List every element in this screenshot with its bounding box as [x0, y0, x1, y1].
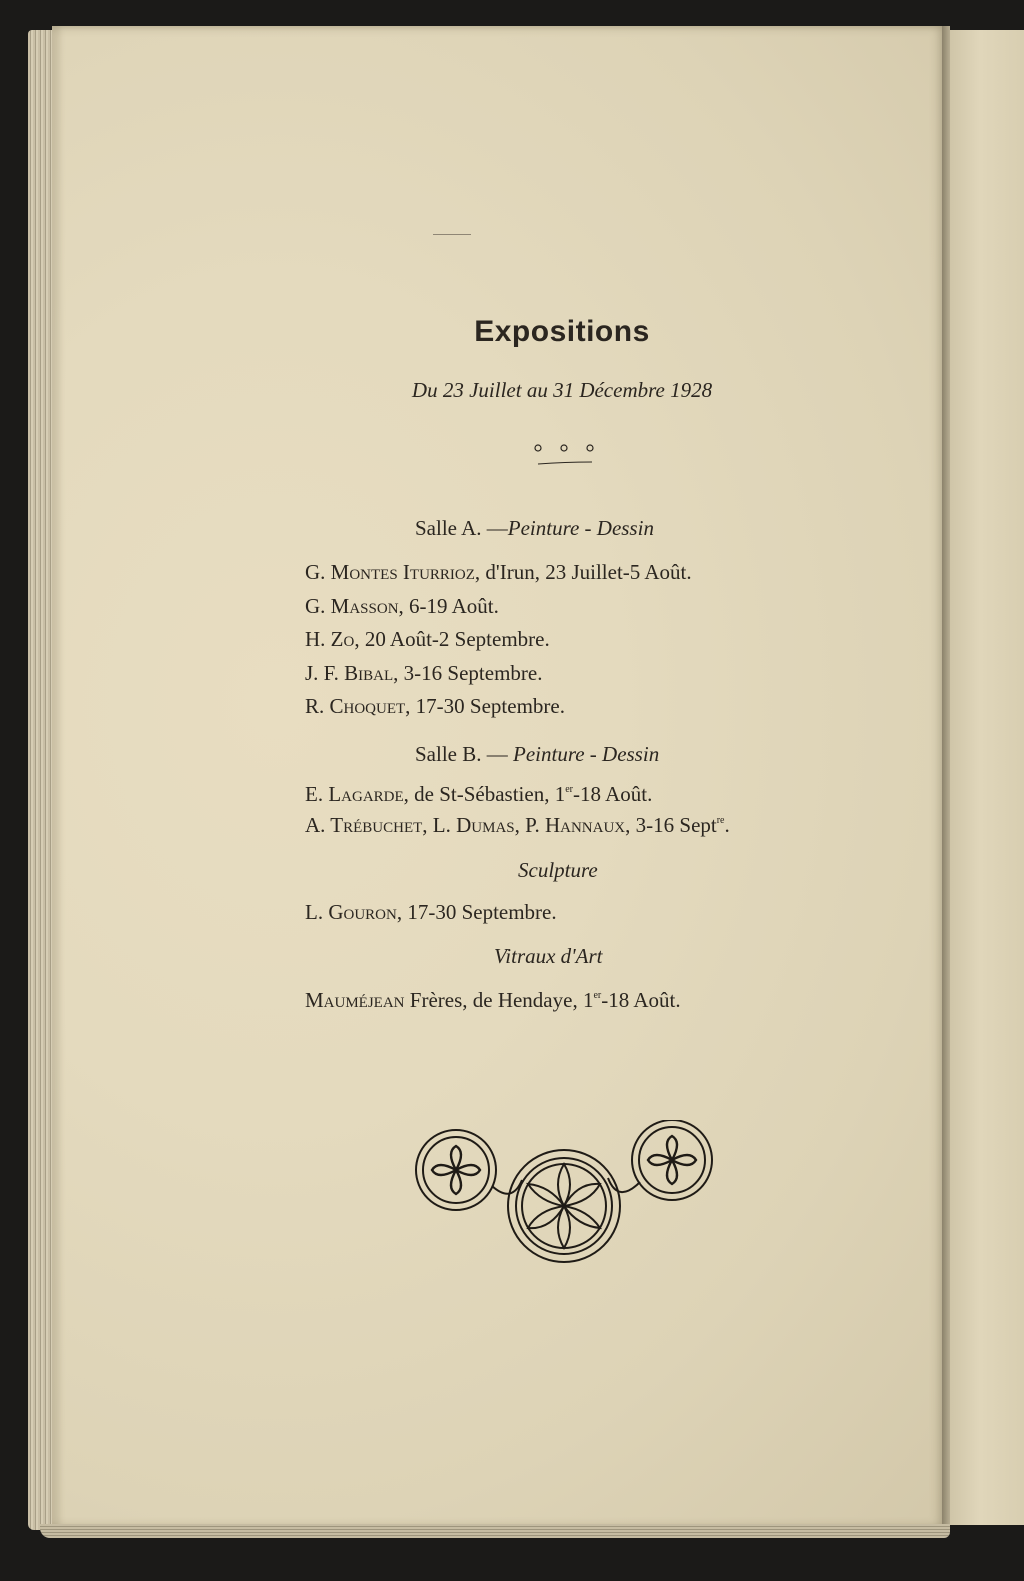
- entry-details-end: -18 Août.: [573, 782, 653, 806]
- entry-details: Frères, de Hendaye, 1: [404, 988, 594, 1012]
- salle-a-entry-3: [305, 627, 550, 652]
- artist-name: L. Gouron: [305, 900, 397, 924]
- vitraux-entry: [305, 988, 681, 1013]
- salle-b-category: Peinture - Dessin: [513, 742, 660, 766]
- sculpture-heading: Sculpture: [518, 858, 598, 882]
- basque-ornament-icon: [412, 1120, 716, 1266]
- artist-name: G. Montes Iturrioz: [305, 560, 475, 584]
- page-title: Expositions: [474, 315, 650, 348]
- salle-b-heading: [415, 742, 659, 767]
- salle-a-entry-5: [305, 694, 565, 719]
- entry-details: , 3-16 Sept: [625, 813, 717, 837]
- salle-a-entry-1: [305, 560, 692, 585]
- ordinal-superscript: er: [565, 784, 573, 795]
- salle-a-room: Salle A.: [415, 516, 482, 540]
- ordinal-superscript: er: [593, 990, 602, 1001]
- sculpture-entry: [305, 900, 557, 925]
- salle-a-dash: —: [486, 516, 508, 540]
- entry-details-end: -18 Août.: [601, 988, 681, 1012]
- salle-a-entry-4: [305, 661, 542, 686]
- entry-details: , 20 Août-2 Septembre.: [354, 627, 550, 651]
- salle-a-category: Peinture - Dessin: [507, 516, 654, 540]
- entry-details: , 17-30 Septembre.: [405, 694, 565, 718]
- entry-details: , 6-19 Août.: [398, 594, 499, 618]
- artist-name: A. Trébuchet, L. Dumas, P. Hannaux: [305, 813, 626, 837]
- salle-a-entry-2: [305, 594, 499, 619]
- entry-details: , d'Irun, 23 Juillet-5 Août.: [474, 560, 692, 584]
- vitraux-heading: Vitraux d'Art: [494, 944, 603, 968]
- salle-b-dash: —: [486, 742, 508, 766]
- entry-details: , 3-16 Septembre.: [393, 661, 543, 685]
- separator-ornament: [530, 440, 600, 468]
- facing-page-edge: [950, 30, 1024, 1525]
- date-range-subtitle: Du 23 Juillet au 31 Décembre 1928: [411, 378, 713, 402]
- entry-details: , de St-Sébastien, 1: [403, 782, 566, 806]
- artist-name: H. Zo: [305, 627, 355, 651]
- abbreviation-superscript: re: [716, 815, 725, 826]
- artist-name: R. Choquet: [305, 694, 406, 718]
- salle-b-entry-1: [305, 782, 652, 807]
- salle-b-room: Salle B.: [415, 742, 482, 766]
- entry-details: , 17-30 Septembre.: [396, 900, 557, 924]
- entry-details-end: .: [724, 813, 730, 837]
- salle-a-heading: [415, 516, 654, 541]
- book-page: [52, 26, 946, 1528]
- salle-b-entry-2: [305, 813, 730, 838]
- top-rule-mark: [433, 234, 471, 235]
- page-bottom-edge: [40, 1524, 950, 1538]
- artist-name: J. F. Bibal: [305, 661, 394, 685]
- artist-name: Mauméjean: [305, 988, 405, 1012]
- book-gutter: [942, 26, 950, 1530]
- artist-name: G. Masson: [305, 594, 399, 618]
- artist-name: E. Lagarde: [305, 782, 404, 806]
